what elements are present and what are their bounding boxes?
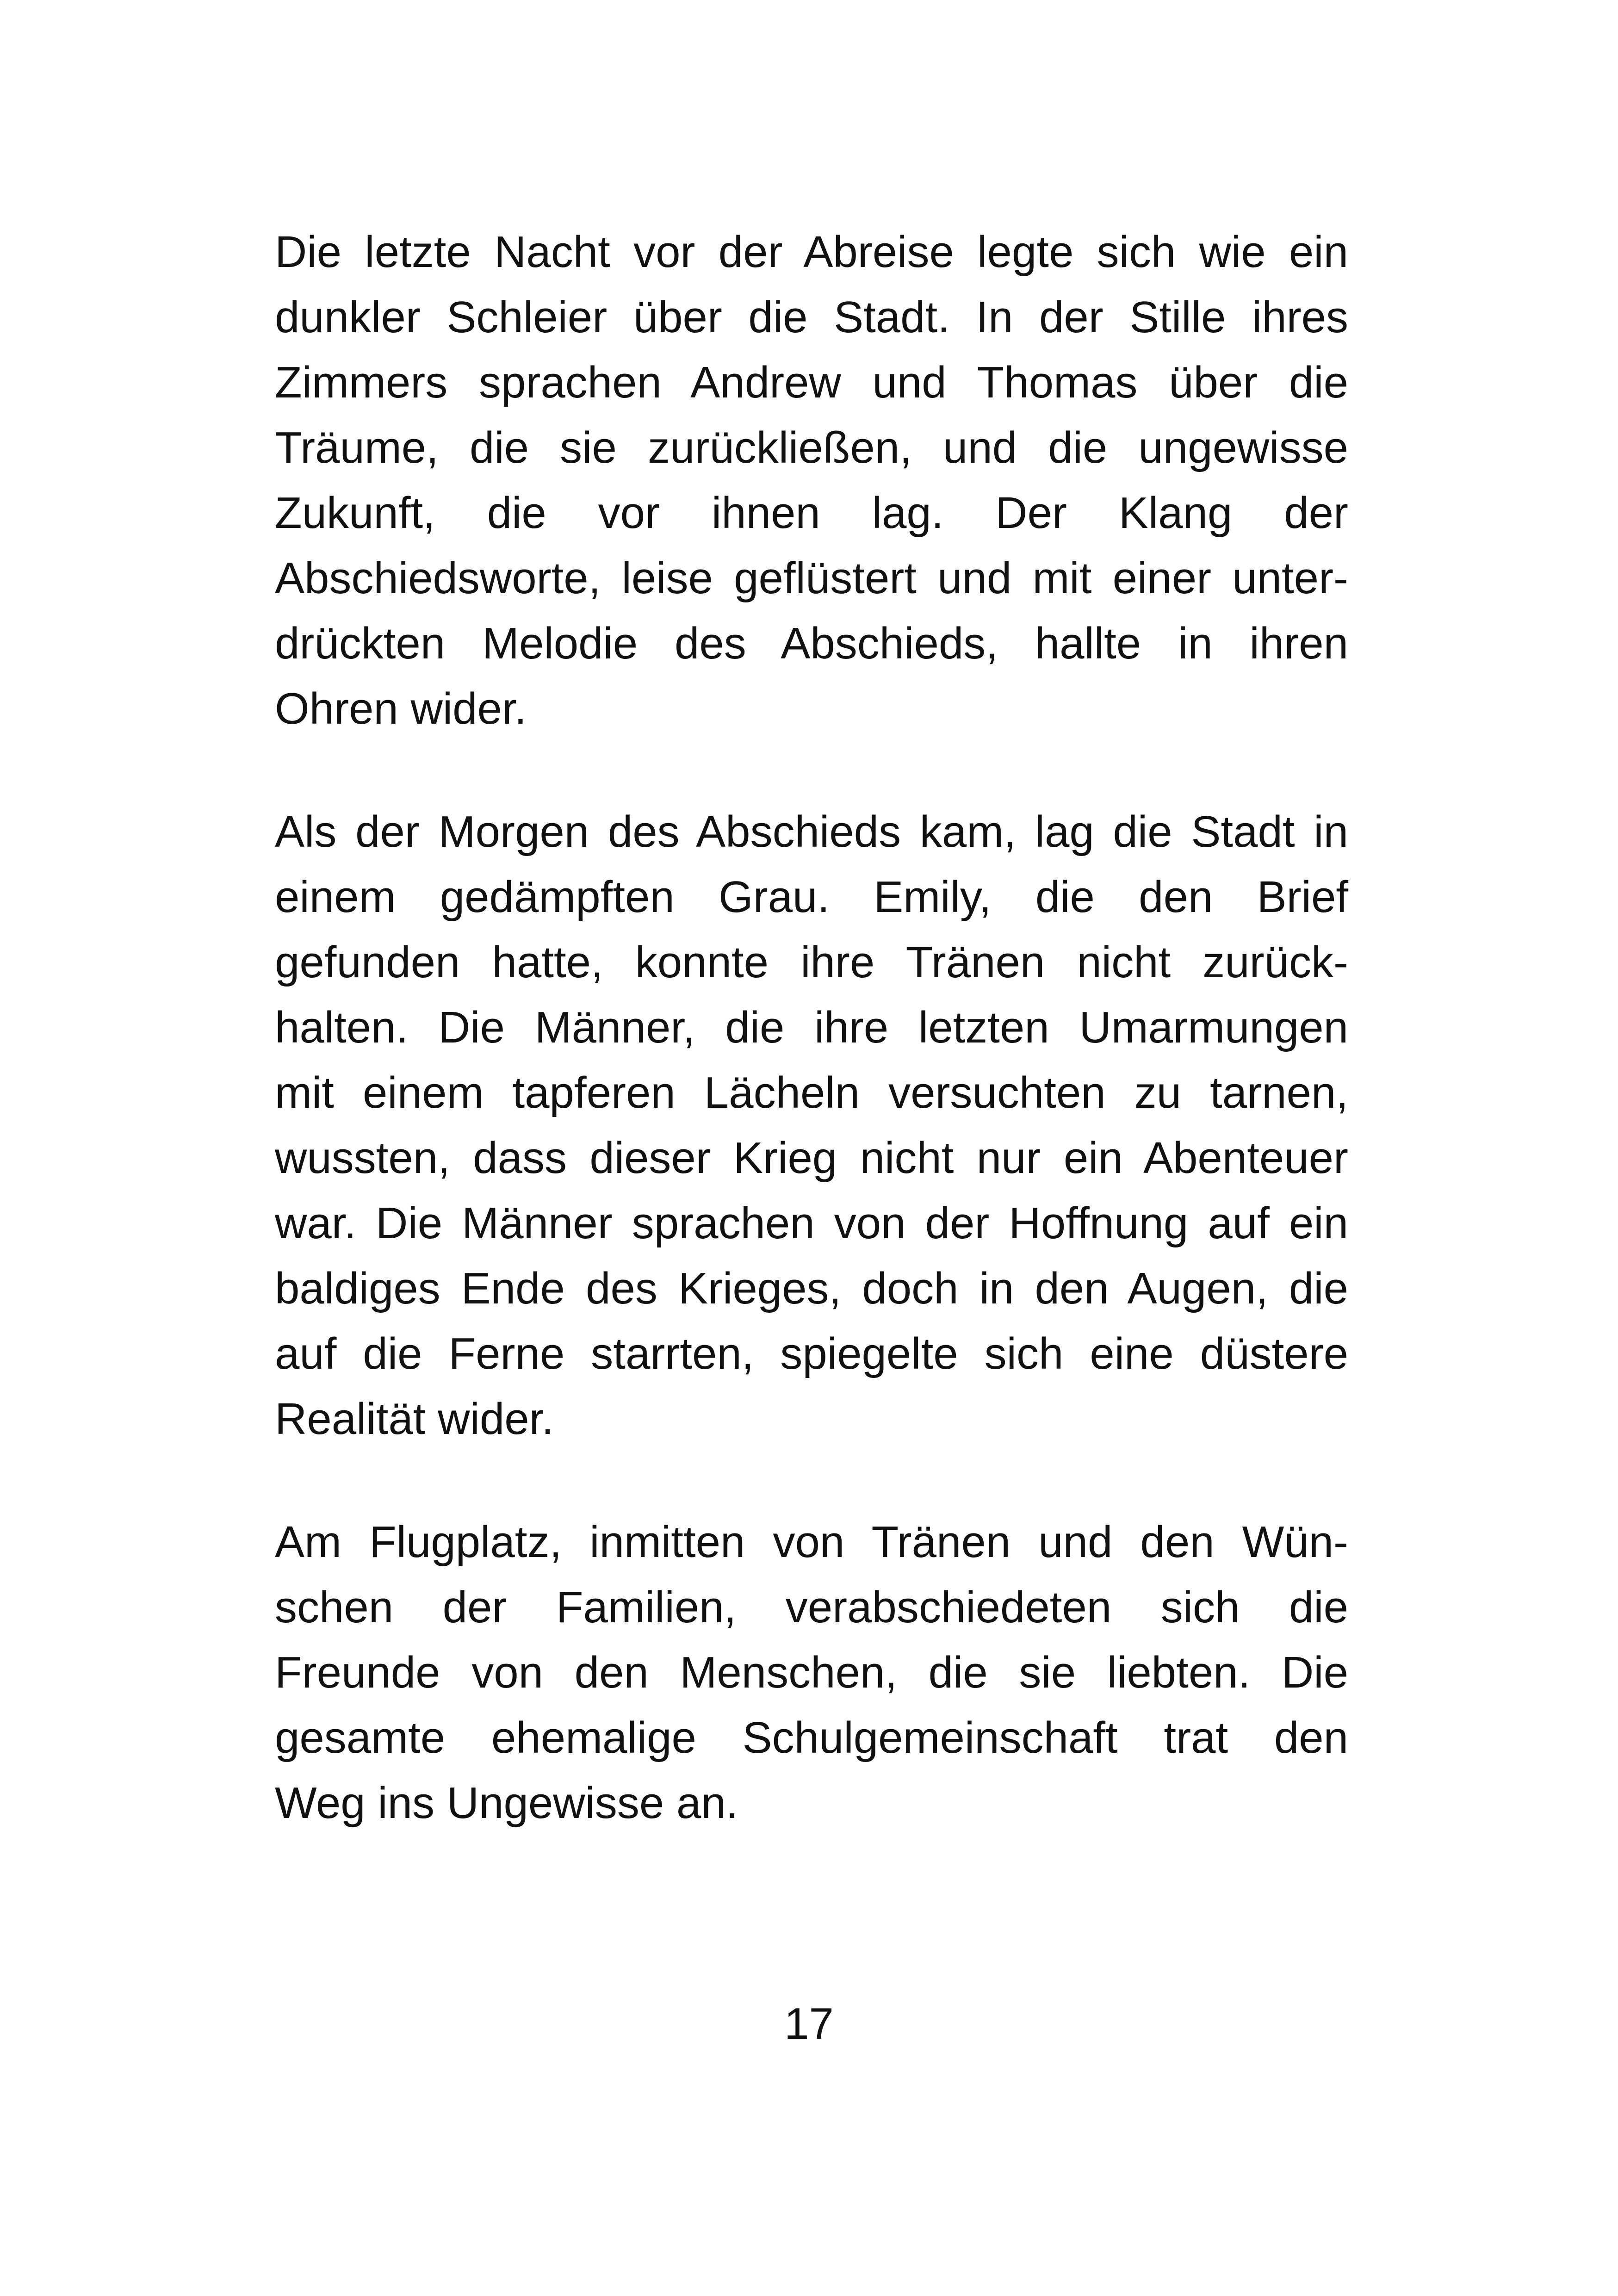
text-line: Abschiedsworte, leise geflüstert und mit einer unter- (275, 553, 1348, 603)
text-line: mit einem tapferen Lächeln versuchten zu tarnen, (275, 1068, 1348, 1117)
text-line: wussten, dass dieser Krieg nicht nur ein Abenteuer (275, 1133, 1348, 1183)
text-line: Die letzte Nacht vor der Abreise legte sich wie ein (275, 227, 1348, 277)
text-line: halten. Die Männer, die ihre letzten Umarmungen (275, 1003, 1348, 1052)
text-line: drückten Melodie des Abschieds, hallte in ihren (275, 619, 1348, 668)
text-line: baldiges Ende des Krieges, doch in den Augen, die (275, 1264, 1348, 1313)
text-line: gefunden hatte, konnte ihre Tränen nicht zurück- (275, 937, 1348, 987)
text-line: gesamte ehemalige Schulgemeinschaft trat den (275, 1713, 1348, 1762)
text-line: schen der Familien, verabschiedeten sich die (275, 1582, 1348, 1632)
paragraph-1 (275, 219, 1348, 741)
text-line: Weg ins Ungewisse an. (275, 1778, 738, 1828)
text-line: Freunde von den Menschen, die sie liebten. Die (275, 1648, 1348, 1697)
paragraph-3 (275, 1509, 1348, 1836)
text-line: Am Flugplatz, inmitten von Tränen und den Wün- (275, 1517, 1348, 1567)
paragraph-2 (275, 799, 1348, 1452)
page-number: 17 (784, 1999, 834, 2048)
text-line: einem gedämpften Grau. Emily, die den Brief (275, 872, 1348, 922)
text-line: Ohren wider. (275, 684, 527, 733)
text-line: Realität wider. (275, 1394, 554, 1444)
text-line: Zimmers sprachen Andrew und Thomas über die (275, 358, 1348, 407)
text-line: Träume, die sie zurückließen, und die ungewisse (275, 423, 1348, 472)
text-line: war. Die Männer sprachen von der Hoffnung auf ein (275, 1198, 1348, 1248)
text-line: Zukunft, die vor ihnen lag. Der Klang der (275, 488, 1348, 538)
text-line: Als der Morgen des Abschieds kam, lag die Stadt in (275, 807, 1348, 856)
text-line: dunkler Schleier über die Stadt. In der Stille ihres (275, 292, 1348, 342)
text-line: auf die Ferne starrten, spiegelte sich eine düstere (275, 1329, 1348, 1378)
